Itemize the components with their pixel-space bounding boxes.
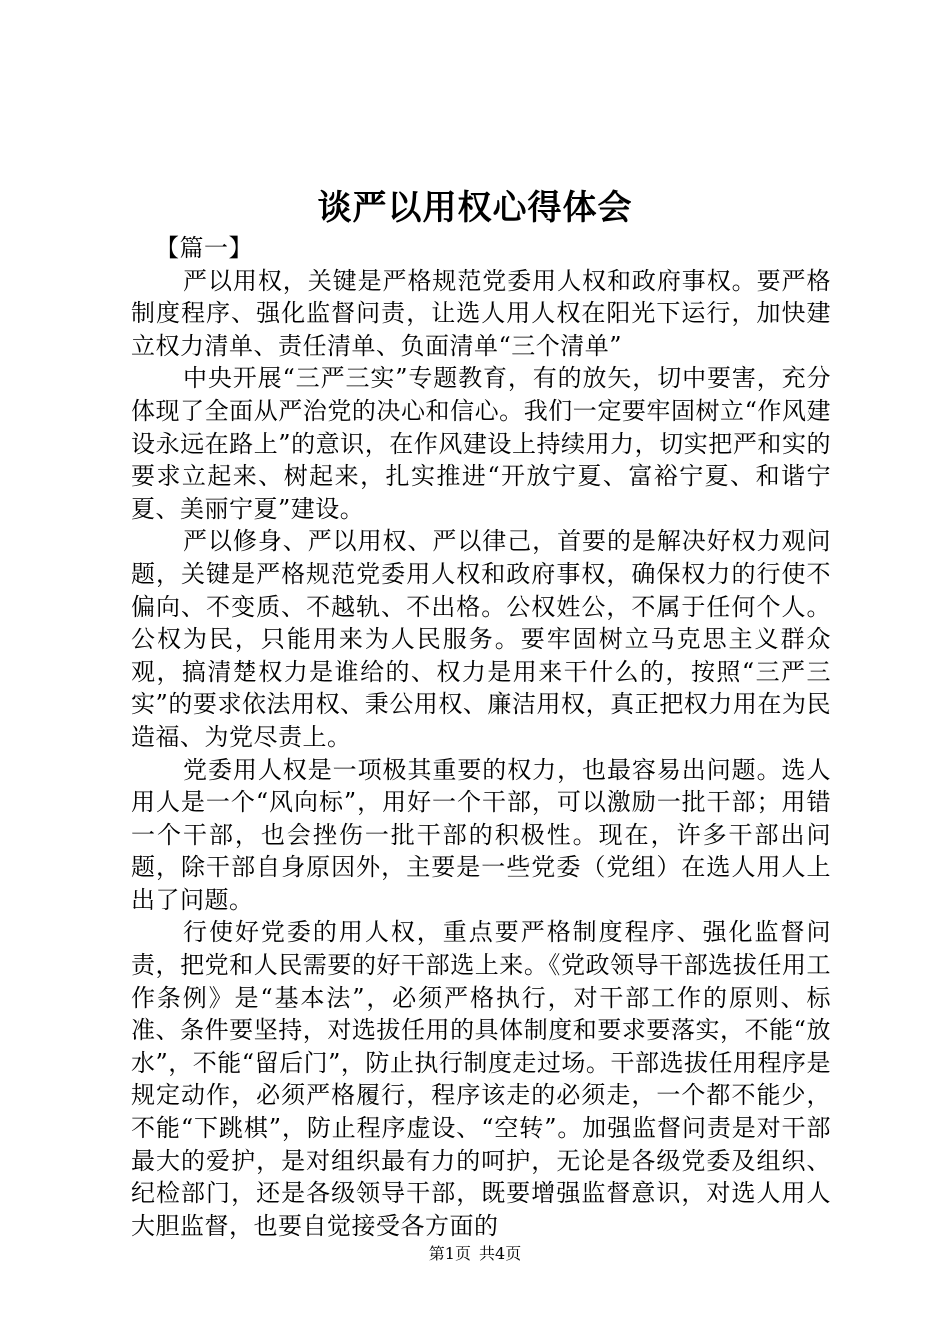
- paragraph-4: 党委用人权是一项极其重要的权力，也最容易出问题。选人用人是一个“风向标”，用好一个干部，可以激励一批干部；用错一个干部，也会挫伤一批干部的积极性。现在，许多干部出问题，除干部自身原因外，主要是一些党委（党组）在选人用人上出了问题。: [131, 755, 831, 914]
- section-heading: 【篇一】: [155, 234, 253, 262]
- paragraph-3: 严以修身、严以用权、严以律己，首要的是解决好权力观问题，关键是严格规范党委用人权和政府事权，确保权力的行使不偏向、不变质、不越轨、不出格。公权姓公，不属于任何个人。公权为民，只能用来为人民服务。要牢固树立马克思主义群众观，搞清楚权力是谁给的、权力是用来干什么的，按照“三严三实”的要求依法用权、秉公用权、廉洁用权，真正把权力用在为民造福、为党尽责上。: [131, 527, 831, 751]
- paragraph-1: 严以用权，关键是严格规范党委用人权和政府事权。要严格制度程序、强化监督问责，让选人用人权在阳光下运行，加快建立权力清单、责任清单、负面清单“三个清单”: [131, 266, 831, 360]
- paragraph-5: 行使好党委的用人权，重点要严格制度程序、强化监督问责，把党和人民需要的好干部选上来。《党政领导干部选拔任用工作条例》是“基本法”，必须严格执行，对干部工作的原则、标准、条件要坚持，对选拔任用的具体制度和要求要落实，不能“放水”，不能“留后门”，防止执行制度走过场。干部选拔任用程序是规定动作，必须严格履行，程序该走的必须走，一个都不能少，不能“下跳棋”，防止程序虚设、“空转”。加强监督问责是对干部最大的爱护，是对组织最有力的呵护，无论是各级党委及组织、纪检部门，还是各级领导干部，既要增强监督意识，对选人用人大胆监督，也要自觉接受各方面的: [131, 918, 831, 1240]
- document-title: 谈严以用权心得体会: [317, 188, 633, 228]
- page-footer: 第1页 共4页: [428, 1244, 522, 1263]
- paragraph-2: 中央开展“三严三实”专题教育，有的放矢，切中要害，充分体现了全面从严治党的决心和信心。我们一定要牢固树立“作风建设永远在路上”的意识，在作风建设上持续用力，切实把严和实的要求立起来、树起来，扎实推进“开放宁夏、富裕宁夏、和谐宁夏、美丽宁夏”建设。: [131, 364, 831, 523]
- document-body: [131, 232, 831, 1242]
